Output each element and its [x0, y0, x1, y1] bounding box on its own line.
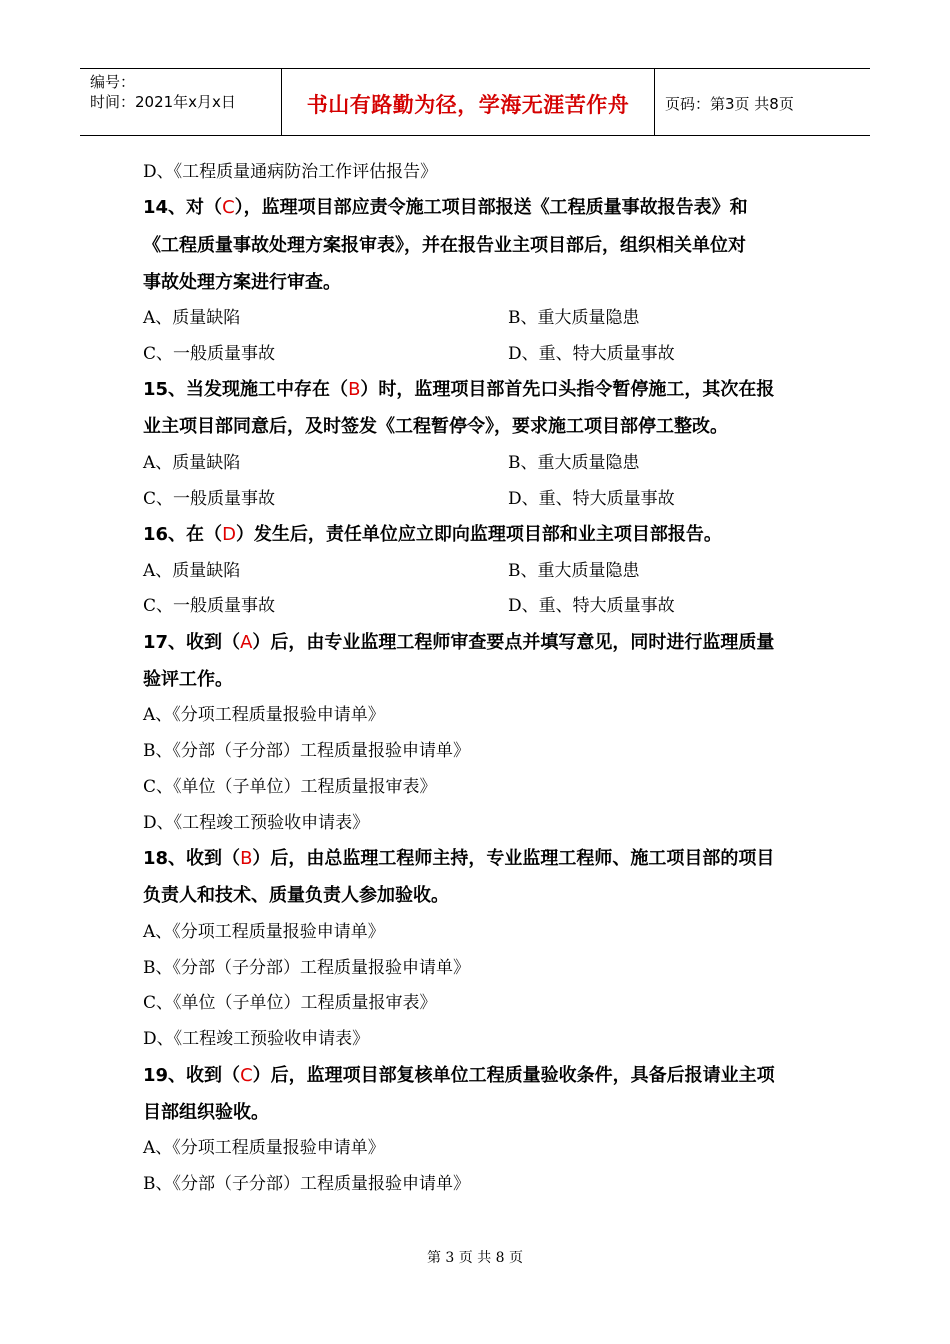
- option-d: D、重、特大质量事故: [508, 489, 675, 509]
- option-d: D、《工程竣工预验收申请表》: [143, 813, 370, 833]
- header-motto-cell: [281, 69, 655, 135]
- option-b: B、《分部（子分部）工程质量报验申请单》: [143, 741, 470, 761]
- answer-15: B: [348, 379, 361, 400]
- serial-label: 编号：: [90, 73, 136, 91]
- option-a: A、《分项工程质量报验申请单》: [143, 705, 385, 725]
- option-d: D、重、特大质量事故: [508, 596, 675, 616]
- option-c: C、《单位（子单位）工程质量报审表》: [143, 993, 437, 1013]
- question-line: 事故处理方案进行审查。: [143, 272, 341, 293]
- question-16: 16、在（D）发生后，责任单位应立即向监理项目部和业主项目部报告。: [143, 524, 722, 545]
- option-a: A、质量缺陷: [143, 453, 241, 473]
- answer-17: A: [240, 632, 253, 653]
- page-footer: 第 3 页 共 8 页: [426, 1250, 524, 1266]
- answer-14: C: [222, 197, 235, 218]
- option-a: A、《分项工程质量报验申请单》: [143, 1138, 385, 1158]
- answer-19: C: [240, 1065, 253, 1086]
- date-label: 时间：2021年x月x日: [90, 93, 236, 111]
- option-a: A、《分项工程质量报验申请单》: [143, 922, 385, 942]
- option-c: C、《单位（子单位）工程质量报审表》: [143, 777, 437, 797]
- option-b: B、重大质量隐患: [508, 308, 640, 328]
- question-19: 19、收到（C）后，监理项目部复核单位工程质量验收条件，具备后报请业主项: [143, 1065, 775, 1086]
- question-15: 15、当发现施工中存在（B）时，监理项目部首先口头指令暂停施工，其次在报: [143, 379, 775, 400]
- motto: 书山有路勤为径，学海无涯苦作舟: [306, 93, 630, 117]
- header-meta: [80, 69, 281, 135]
- option-a: A、质量缺陷: [143, 308, 241, 328]
- option-b: B、《分部（子分部）工程质量报验申请单》: [143, 1174, 470, 1194]
- header-page-label: 页码：第3页 共8页: [665, 95, 794, 113]
- question-line: 《工程质量事故处理方案报审表》，并在报告业主项目部后，组织相关单位对: [143, 235, 746, 256]
- option-c: C、一般质量事故: [143, 489, 276, 509]
- option-a: A、质量缺陷: [143, 561, 241, 581]
- question-line: 负责人和技术、质量负责人参加验收。: [143, 885, 449, 906]
- option-line: D、《工程质量通病防治工作评估报告》: [143, 162, 438, 182]
- option-d: D、重、特大质量事故: [508, 344, 675, 364]
- question-line: 验评工作。: [143, 669, 233, 690]
- option-c: C、一般质量事故: [143, 596, 276, 616]
- answer-18: B: [240, 848, 253, 869]
- option-b: B、《分部（子分部）工程质量报验申请单》: [143, 958, 470, 978]
- option-d: D、《工程竣工预验收申请表》: [143, 1029, 370, 1049]
- option-b: B、重大质量隐患: [508, 453, 640, 473]
- page-header: [80, 68, 870, 136]
- option-c: C、一般质量事故: [143, 344, 276, 364]
- answer-16: D: [222, 524, 236, 545]
- question-line: 目部组织验收。: [143, 1102, 269, 1123]
- question-18: 18、收到（B）后，由总监理工程师主持，专业监理工程师、施工项目部的项目: [143, 848, 775, 869]
- option-b: B、重大质量隐患: [508, 561, 640, 581]
- question-line: 业主项目部同意后，及时签发《工程暂停令》，要求施工项目部停工整改。: [143, 416, 728, 437]
- question-17: 17、收到（A）后，由专业监理工程师审查要点并填写意见，同时进行监理质量: [143, 632, 775, 653]
- question-14: 14、对（C），监理项目部应责令施工项目部报送《工程质量事故报告表》和: [143, 197, 748, 218]
